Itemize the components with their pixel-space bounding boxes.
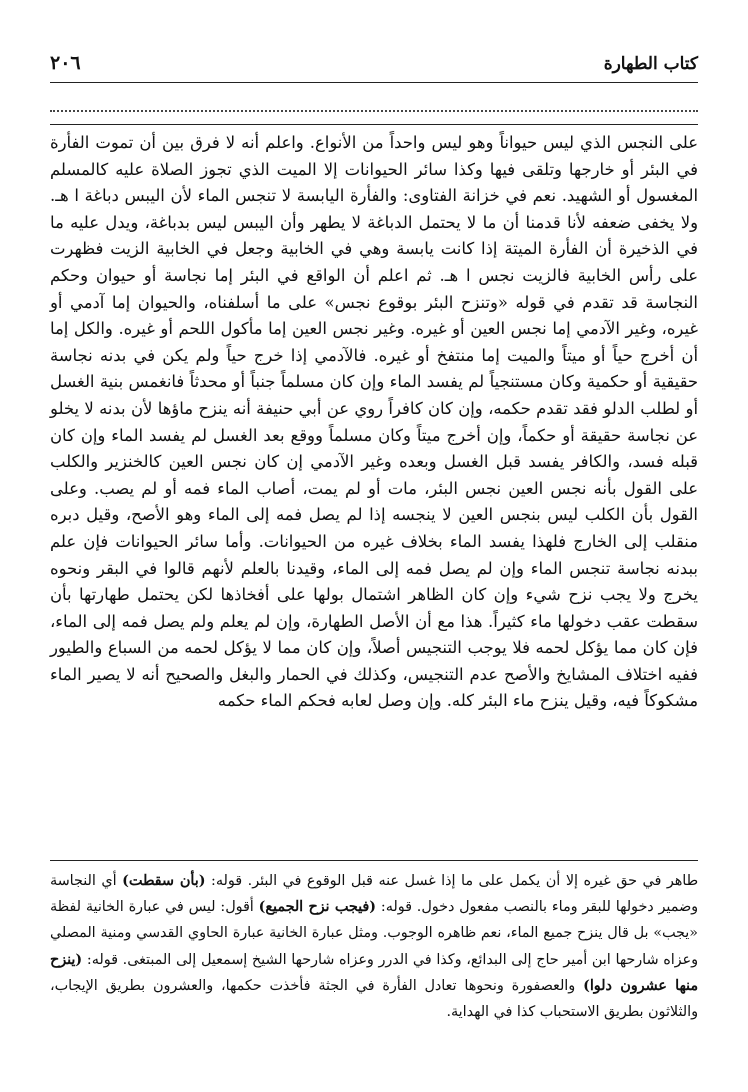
footnote-rule [50, 860, 698, 861]
chapter-title: كتاب الطهارة [603, 54, 698, 74]
header-rule [50, 82, 698, 83]
page-number: ٢٠٦ [50, 52, 81, 74]
note-2-text: أقول: ليس في عبارة الخانية لفظة «يجب» بل قال ينزح جميع الماء، نعم ظاهره الوجوب. ومثل عبارة الخانية عبارة الحاوي القدسي ومنية المصلي وعزاه شارحها ابن أمير حاج إلى البدائع، وكذا في الدرر وعزاه شارحها الشيخ إسمعيل إلى المبتغى. قوله: [50, 899, 698, 968]
note-1-text-2: أي النجاسة وضمير دخولها للبقر وماء بالنصب مفعول دخول. قوله: [50, 873, 699, 916]
note-2-lemma: (فيجب نزح الجميع) [258, 899, 377, 916]
dotted-separator [50, 96, 698, 112]
main-text-block [50, 130, 698, 715]
page-header [50, 50, 698, 80]
main-text-rule [50, 124, 698, 125]
note-3-lemma: (ينزح منها عشرون دلوا) [50, 951, 699, 994]
note-1-text: طاهر في حق غيره إلا أن يكمل على ما إذا غسل عنه قبل الوقوع في البئر. قوله: [211, 873, 698, 889]
note-3-text: والعصفورة ونحوها تعادل الفأرة في الجثة فأخذت حكمها، والعشرون بطريق الإيجاب، والثلاثون بطريق الاستحباب كذا في الهداية. [50, 977, 698, 1021]
main-paragraph: على النجس الذي ليس حيواناً وهو ليس واحداً من الأنواع. واعلم أنه لا فرق بين أن تموت الفأرة في البئر أو خارجها وتلقى فيها وكذا سائر الحيوانات إلا الميت الذي تجوز الصلاة عليه كالمسلم المغسول أو الشهيد. نعم في خزانة الفتاوى: والفأرة اليابسة لا تنجس الماء لأن اليبس دباغة ا هـ. ولا يخفى ضعفه لأنا قدمنا أن ما لا يحتمل الدباغة لا يطهر وأن اليبس ليس بدباغة، ويدل عليه ما في الذخيرة أن الفأرة الميتة إذا كانت يابسة وهي في الخابية وجعل في الخابية الزيت فظهرت على رأس الخابية فالزيت نجس ا هـ. ثم اعلم أن الواقع في البئر إما نجاسة أو حيوان وحكم النجاسة قد تقدم في قوله «وتنزح البئر بوقوع نجس» على ما أسلفناه، والحيوان إما آدمي أو غيره، وغير الآدمي إما نجس العين أو غيره. وغير نجس العين إما مأكول اللحم أو غيره. والكل إما أن أخرج حياً أو ميتاً والميت إما منتفخ أو غيره. فالآدمي إذا خرج حياً ولم يكن في بدنه نجاسة حقيقية أو حكمية وكان مستنجياً لم يفسد الماء وإن كان مسلماً جنباً أو محدثاً فانغمس بنية الغسل أو لطلب الدلو فقد تقدم حكمه، وإن كان كافراً روي عن أبي حنيفة أنه ينزح ماؤها لأن بدنه لا يخلو عن نجاسة حقيقة أو حكماً، وإن أخرج ميتاً وكان مسلماً ووقع بعد الغسل لم يفسد الماء وإن كان قبله فسد، والكافر يفسد قبل الغسل وبعده وغير الآدمي إن كان نجس العين كالخنزير والكلب على القول بأنه نجس العين نجس البئر، مات أو لم يمت، أصاب الماء فمه أو لم يصب. وعلى القول بأن الكلب ليس بنجس العين لا ينجسه إذا لم يصل فمه إلى الماء وهو الأصح، وقيل دبره منقلب إلى الخارج فلهذا يفسد الماء بخلاف غيره من الحيوانات. وأما سائر الحيوانات فإن علم ببدنه نجاسة تنجس الماء وإن لم يصل فمه إلى الماء، وقيدنا بالعلم لأنهم قالوا في البقر ونحوه يخرج ولا يجب نزح شيء وإن كان الظاهر اشتمال بولها على أفخاذها لكن يحتمل طهارتها بأن سقطت عقب دخولها ماء كثيراً. هذا مع أن الأصل الطهارة، وإن لم يعلم ولم يصل فمه إلى الماء، فإن كان مما يؤكل لحمه فلا يوجب التنجيس أصلاً، وإن كان مما لا يؤكل لحمه من السباع والطيور ففيه اختلاف المشايخ والأصح عدم التنجيس، وكذلك في الحمار والبغل والصحيح أنه لا يصير الماء مشكوكاً فيه، وقيل ينزح ماء البئر كله. وإن وصل لعابه فحكم الماء حكمه [50, 133, 698, 711]
commentary-block [50, 868, 698, 1025]
note-1-lemma: (بأن سقطت) [122, 873, 206, 889]
commentary-paragraph [50, 868, 698, 1025]
